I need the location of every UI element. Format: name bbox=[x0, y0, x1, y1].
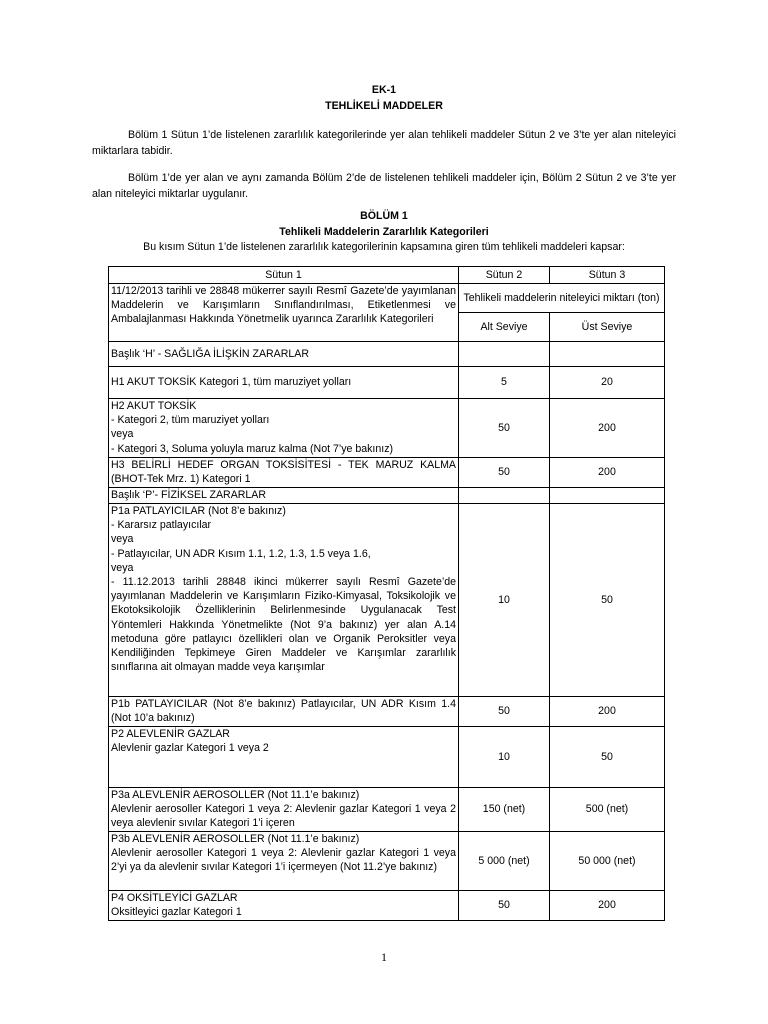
section-description: Bu kısım Sütun 1’de listelenen zararlılık kategorilerinin kapsamına giren tüm tehlikeli maddeleri kapsar: bbox=[143, 241, 625, 253]
table-row: P1a PATLAYICILAR (Not 8’e bakınız) - Kararsız patlayıcılar veya - Patlayıcılar, UN ADR Kısım 1.1, 1.2, 1.3, 1.5 veya 1.6, veya - 11.12.2013 tarihli 28848 ikinci mükerrer sayılı Resmî Gazete’de yayımlanan Maddelerin ve Karışımların Fiziko-Kimyasal, Toksikolojik ve Ekotoksikolojik Özelliklerinin Belirlenmesinde Uygulanacak Test Yöntemleri Hakkında Yönetmelikte (Not 9’a bakınız) yer alan A.14 metoduna göre patlayıcı özellikleri olan ve Organik Peroksitler veya Kendiliğinden Tepkimeye Giren Maddeler ve Karışımlar zararlılık sınıflarına ait olmayan madde veya karışımlar 10 50 bbox=[109, 504, 665, 697]
page-number: 1 bbox=[381, 950, 387, 964]
section-h-heading: Başlık ‘H’ - SAĞLIĞA İLİŞKİN ZARARLAR bbox=[109, 342, 459, 367]
column-1-header: Sütun 1 bbox=[109, 267, 459, 284]
table-row: P3b ALEVLENİR AEROSOLLER (Not 11.1’e bakınız) Alevlenir aerosoller Kategori 1 veya 2: Alevlenir gazlar Kategori 1 veya 2’yi ya da alevlenir sıvılar Kategori 1’i içermeyen (Not 11.2’ye bakınız) 5 000 (net) 50 000 (net) bbox=[109, 832, 665, 891]
section-title: BÖLÜM 1 bbox=[360, 210, 408, 222]
hazard-category-table bbox=[108, 266, 665, 921]
section-subtitle: Tehlikeli Maddelerin Zararlılık Kategorileri bbox=[279, 226, 489, 238]
table-row: P2 ALEVLENİR GAZLAR Alevlenir gazlar Kategori 1 veya 2 10 50 bbox=[109, 727, 665, 788]
table-row: P1b PATLAYICILAR (Not 8’e bakınız) Patlayıcılar, UN ADR Kısım 1.4 (Not 10’a bakınız) 50 200 bbox=[109, 697, 665, 727]
annex-label: EK-1 bbox=[371, 84, 397, 96]
intro-paragraph-1: Bölüm 1 Sütun 1’de listelenen zararlılık kategorilerinde yer alan tehlikeli maddeler Sütun 2 ve 3’te yer alan niteleyici miktarlara tabidir. bbox=[92, 129, 676, 157]
intro-paragraph-2: Bölüm 1’de yer alan ve aynı zamanda Bölüm 2’de de listelenen tehlikeli maddeler için, Bölüm 2 Sütun 2 ve 3’te yer alan niteleyici miktarlar uygulanır. bbox=[92, 172, 676, 200]
table-row: H2 AKUT TOKSİK - Kategori 2, tüm maruziyet yolları veya - Kategori 3, Soluma yoluyla maruz kalma (Not 7’ye bakınız) 50 200 bbox=[109, 399, 665, 458]
table-row: P4 OKSİTLEYİCİ GAZLAR Oksitleyici gazlar Kategori 1 50 200 bbox=[109, 891, 665, 921]
column-3-header: Sütun 3 bbox=[550, 267, 665, 284]
section-p-heading: Başlık ‘P’- FİZİKSEL ZARARLAR bbox=[109, 488, 459, 504]
table-row: H1 AKUT TOKSİK Kategori 1, tüm maruziyet yolları 5 20 bbox=[109, 367, 665, 399]
upper-tier-header: Üst Seviye bbox=[550, 313, 665, 342]
table-row: P3a ALEVLENİR AEROSOLLER (Not 11.1’e bakınız) Alevlenir aerosoller Kategori 1 veya 2: Alevlenir gazlar Kategori 1 veya 2 veya alevlenir sıvılar Kategori 1’i içeren 150 (net) 500 (net) bbox=[109, 788, 665, 832]
column-2-header: Sütun 2 bbox=[459, 267, 550, 284]
quantity-header: Tehlikeli maddelerin niteleyici miktarı (ton) bbox=[459, 284, 665, 313]
lower-tier-header: Alt Seviye bbox=[459, 313, 550, 342]
column-1-description: 11/12/2013 tarihli ve 28848 mükerrer sayılı Resmî Gazete’de yayımlanan Maddelerin ve Karışımların Sınıflandırılması, Etiketlenmesi ve Ambalajlanması Hakkında Yönetmelik uyarınca Zararlılık Kategorileri bbox=[109, 284, 459, 342]
table-row: H3 BELİRLİ HEDEF ORGAN TOKSİSİTESİ - TEK MARUZ KALMA (BHOT-Tek Mrz. 1) Kategori 1 50 200 bbox=[109, 458, 665, 488]
document-title: TEHLİKELİ MADDELER bbox=[325, 100, 443, 112]
